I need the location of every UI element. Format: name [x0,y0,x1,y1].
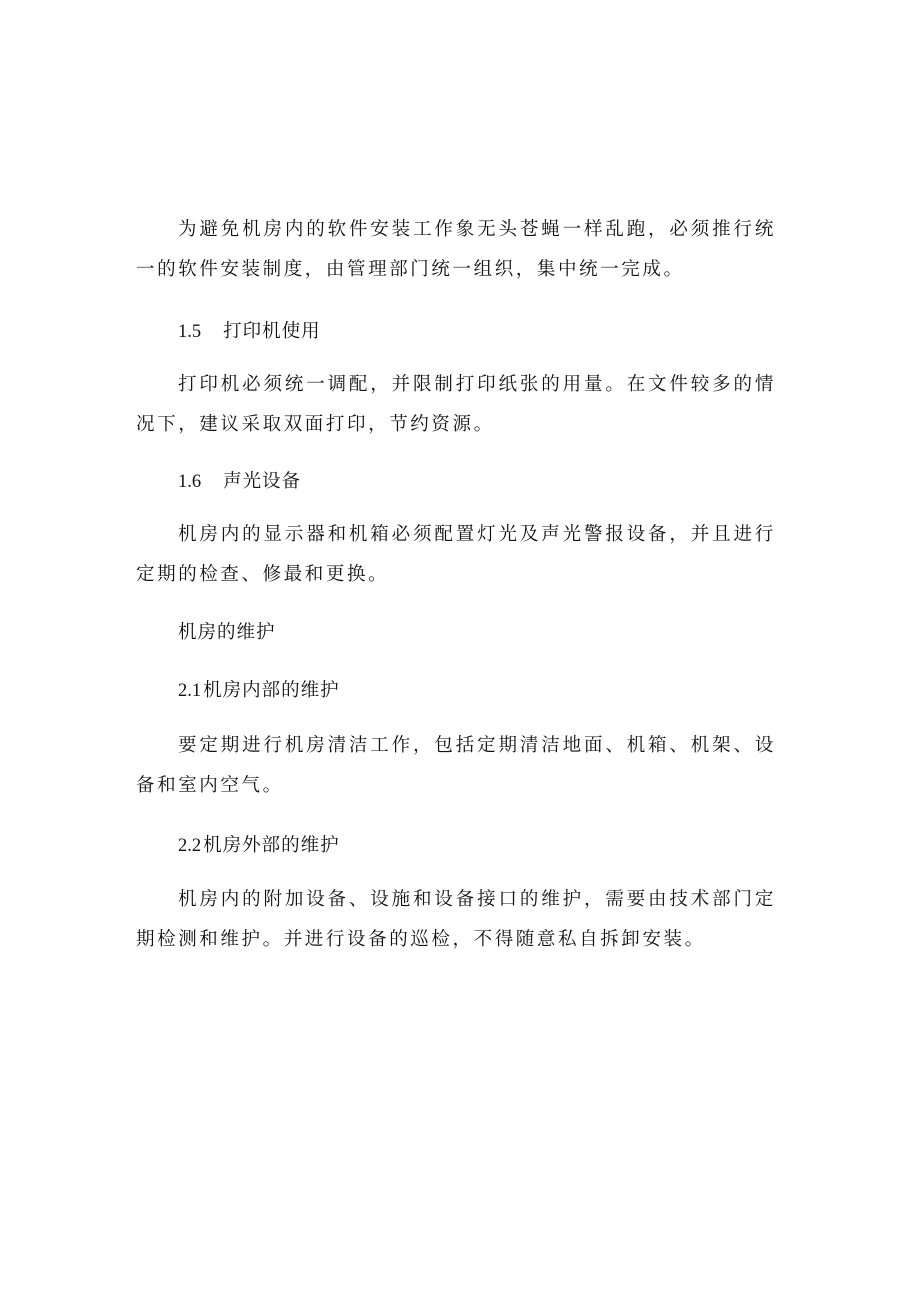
heading-1-5 [178,312,321,352]
heading-1-6-number: 1.6 [178,472,202,492]
heading-maintenance-title: 机房的维护 [178,622,276,643]
heading-1-6-title: 声光设备 [223,471,302,492]
heading-2-1 [178,671,340,711]
heading-2-2 [178,826,340,866]
paragraph-printer: 打印机必须统一调配，并限制打印纸张的用量。在文件较多的情况下，建议采取双面打印，节约资源。 [136,374,776,435]
paragraph-internal-maintenance: 要定期进行机房清洁工作，包括定期清洁地面、机箱、机架、设备和室内空气。 [136,735,776,796]
heading-1-5-number: 1.5 [178,322,202,342]
paragraph-av-equipment: 机房内的显示器和机箱必须配置灯光及声光警报设备，并且进行定期的检查、修最和更换。 [136,524,776,585]
heading-2-1-title: 机房内部的维护 [203,680,340,701]
heading-maintenance [178,613,276,653]
paragraph-software-install: 为避免机房内的软件安装工作象无头苍蝇一样乱跑，必须推行统一的软件安装制度，由管理部门统一组织，集中统一完成。 [136,219,776,280]
heading-1-6 [178,462,301,502]
heading-2-2-number: 2.2 [178,836,202,856]
paragraph-external-maintenance: 机房内的附加设备、设施和设备接口的维护，需要由技术部门定期检测和维护。并进行设备的巡检，不得随意私自拆卸安装。 [136,889,776,950]
heading-2-2-title: 机房外部的维护 [203,835,340,856]
heading-2-1-number: 2.1 [178,681,202,701]
heading-1-5-title: 打印机使用 [223,321,321,342]
